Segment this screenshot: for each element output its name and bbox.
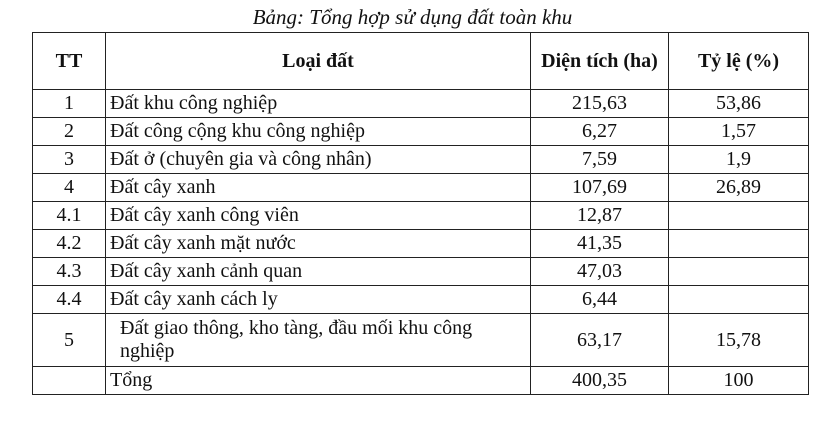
total-row	[33, 367, 809, 395]
table-row	[33, 146, 809, 174]
row-ratio: 1,9	[669, 146, 809, 174]
table-row	[33, 258, 809, 286]
total-area: 400,35	[531, 367, 669, 395]
row-area: 6,44	[531, 286, 669, 314]
row-land-type: Đất công cộng khu công nghiệp	[106, 118, 531, 146]
row-area: 7,59	[531, 146, 669, 174]
land-use-table	[32, 32, 809, 395]
row-tt: 2	[33, 118, 106, 146]
row-area: 63,17	[531, 314, 669, 367]
header-area: Diện tích (ha)	[531, 33, 669, 90]
table-row	[33, 286, 809, 314]
table-row	[33, 230, 809, 258]
row-ratio	[669, 286, 809, 314]
table-row	[33, 314, 809, 367]
row-tt: 4.4	[33, 286, 106, 314]
row-tt: 3	[33, 146, 106, 174]
row-land-type: Đất cây xanh cách ly	[106, 286, 531, 314]
row-tt: 4.3	[33, 258, 106, 286]
row-ratio: 53,86	[669, 90, 809, 118]
row-area: 12,87	[531, 202, 669, 230]
total-ratio: 100	[669, 367, 809, 395]
header-land-type: Loại đất	[106, 33, 531, 90]
row-land-type-text: Đất giao thông, kho tàng, đầu mối khu công nghiệp	[120, 317, 473, 362]
row-area: 6,27	[531, 118, 669, 146]
row-land-type: Đất cây xanh mặt nước	[106, 230, 531, 258]
row-ratio	[669, 230, 809, 258]
row-tt: 4.2	[33, 230, 106, 258]
row-area: 47,03	[531, 258, 669, 286]
row-land-type	[106, 314, 531, 367]
row-tt: 5	[33, 314, 106, 367]
row-area: 215,63	[531, 90, 669, 118]
row-area: 41,35	[531, 230, 669, 258]
table-row	[33, 174, 809, 202]
table-caption: Bảng: Tổng hợp sử dụng đất toàn khu	[252, 5, 573, 29]
row-tt: 1	[33, 90, 106, 118]
row-land-type: Đất cây xanh cảnh quan	[106, 258, 531, 286]
row-land-type: Đất cây xanh công viên	[106, 202, 531, 230]
table-row	[33, 202, 809, 230]
row-ratio: 15,78	[669, 314, 809, 367]
header-tt: TT	[33, 33, 106, 90]
row-ratio	[669, 202, 809, 230]
row-ratio	[669, 258, 809, 286]
table-row	[33, 118, 809, 146]
header-row	[33, 33, 809, 90]
row-land-type: Đất cây xanh	[106, 174, 531, 202]
row-ratio: 26,89	[669, 174, 809, 202]
row-tt: 4	[33, 174, 106, 202]
row-ratio: 1,57	[669, 118, 809, 146]
table-row	[33, 90, 809, 118]
row-land-type: Đất ở (chuyên gia và công nhân)	[106, 146, 531, 174]
total-tt	[33, 367, 106, 395]
row-tt: 4.1	[33, 202, 106, 230]
total-label: Tổng	[106, 367, 531, 395]
row-land-type: Đất khu công nghiệp	[106, 90, 531, 118]
header-ratio: Tỷ lệ (%)	[669, 33, 809, 90]
row-area: 107,69	[531, 174, 669, 202]
